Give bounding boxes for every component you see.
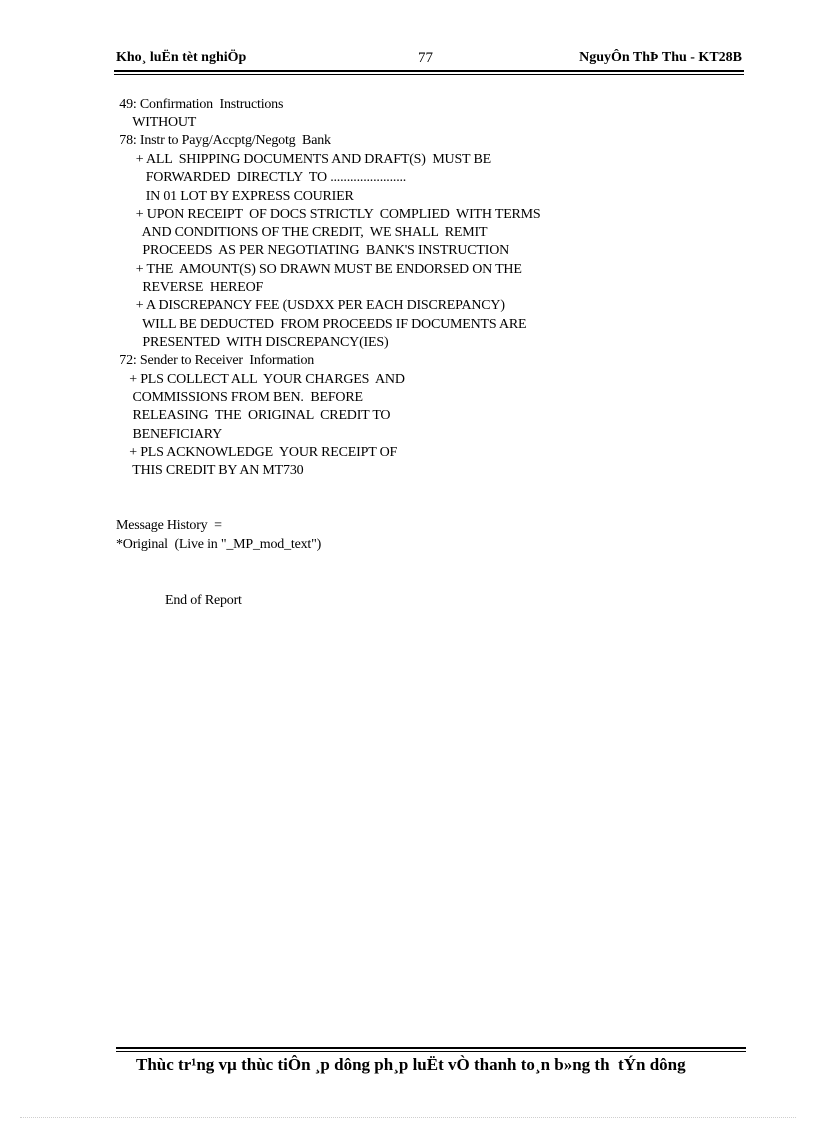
message-history-label: Message History =	[116, 518, 222, 533]
text-line: 72: Sender to Receiver Information	[116, 353, 315, 368]
text-line: THIS CREDIT BY AN MT730	[116, 463, 304, 478]
text-line: RELEASING THE ORIGINAL CREDIT TO	[116, 408, 391, 423]
text-line: WITHOUT	[116, 115, 197, 130]
page-header	[116, 50, 742, 70]
end-of-report: End of Report	[165, 593, 242, 608]
page-footer: Thùc tr¹ng vµ thùc tiÔn ¸p dông ph¸p luËt vÒ thanh to¸n b»ng th tÝn dông	[136, 1055, 686, 1074]
text-line: BENEFICIARY	[116, 427, 223, 442]
text-line: IN 01 LOT BY EXPRESS COURIER	[116, 189, 354, 204]
text-line: + A DISCREPANCY FEE (USDXX PER EACH DISCREPANCY)	[116, 298, 505, 313]
header-page-number: 77	[418, 50, 433, 66]
text-line: + THE AMOUNT(S) SO DRAWN MUST BE ENDORSED ON THE	[116, 262, 522, 277]
text-line: PRESENTED WITH DISCREPANCY(IES)	[116, 335, 389, 350]
text-line: + UPON RECEIPT OF DOCS STRICTLY COMPLIED WITH TERMS	[116, 207, 541, 222]
text-line: AND CONDITIONS OF THE CREDIT, WE SHALL REMIT	[116, 225, 488, 240]
text-line: COMMISSIONS FROM BEN. BEFORE	[116, 390, 363, 405]
text-line: REVERSE HEREOF	[116, 280, 264, 295]
text-line: WILL BE DEDUCTED FROM PROCEEDS IF DOCUMENTS ARE	[116, 317, 527, 332]
text-line: 78: Instr to Payg/Accptg/Negotg Bank	[116, 133, 331, 148]
header-author: NguyÔn ThÞ Thu - KT28B	[579, 50, 742, 65]
header-rule-thick	[114, 70, 744, 72]
text-line: + PLS ACKNOWLEDGE YOUR RECEIPT OF	[116, 445, 398, 460]
header-rule-thin	[114, 74, 744, 75]
header-thesis-title: Kho¸ luËn tèt nghiÖp	[116, 50, 247, 65]
message-history-original: *Original (Live in "_MP_mod_text")	[116, 537, 322, 552]
text-line: FORWARDED DIRECTLY TO .......................	[116, 170, 407, 185]
page-bottom-dotted-border	[20, 1117, 796, 1118]
text-line: + ALL SHIPPING DOCUMENTS AND DRAFT(S) MUST BE	[116, 152, 491, 167]
text-line: + PLS COLLECT ALL YOUR CHARGES AND	[116, 372, 405, 387]
text-line: PROCEEDS AS PER NEGOTIATING BANK'S INSTRUCTION	[116, 243, 510, 258]
footer-rule-thick	[116, 1047, 746, 1049]
text-line: 49: Confirmation Instructions	[116, 97, 284, 112]
footer-rule-thin	[116, 1051, 746, 1052]
